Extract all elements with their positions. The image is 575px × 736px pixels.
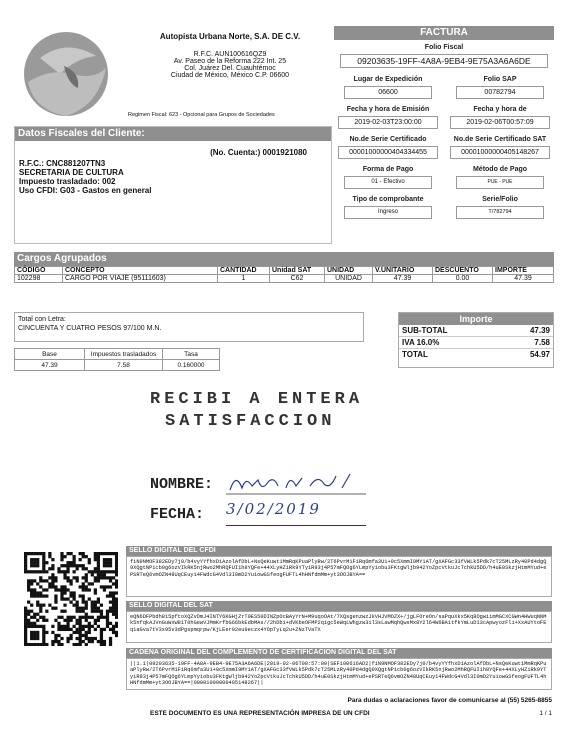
regimen-fiscal: Regimen Fiscal: 623 - Opcional para Grupos de Sociedades (128, 112, 275, 118)
cliente-cuenta: (No. Cuenta:) 0001921080 (210, 148, 307, 157)
sello-cfdi (126, 546, 552, 597)
company-rfc: R.F.C. AUN100616QZ9 (193, 51, 267, 58)
lugar-label: Lugar de Expedición (353, 76, 423, 83)
col-descuento: DESCUENTO (433, 267, 493, 275)
fecha-value: 3/02/2019 (226, 500, 366, 526)
total-letra-value: CINCUENTA Y CUATRO PESOS 97/100 M.N. (18, 325, 162, 332)
company-address-2: Col. Juárez Del. Cuauhtémoc (184, 65, 276, 72)
hora-value: 2019-02-06T00:57:09 (450, 116, 550, 129)
subtotal-label: SUB-TOTAL (402, 326, 448, 335)
serie-folio-value: T/782794 (456, 206, 544, 219)
cliente-rfc: R.F.C.: CNC881207TN3 (19, 159, 106, 168)
importe-panel (398, 312, 554, 368)
total-value: 54.97 (529, 350, 550, 359)
footer-help: Para dudas o aclaraciones favor de comunicarse al (55) 5265-8855 (347, 697, 552, 704)
cadena-original (126, 648, 552, 690)
col-cantidad: CANTIDAD (218, 267, 270, 275)
factura-grid (334, 76, 554, 219)
sello-cfdi-title: SELLO DIGITAL DEL CFDI (126, 546, 552, 556)
cadena-title: CADENA ORIGINAL DEL COMPLEMENTO DE CERTIFICACION DIGITAL DEL SAT (126, 648, 552, 658)
col-concepto: CONCEPTO (63, 267, 218, 275)
forma-pago-label: Forma de Pago (362, 166, 414, 173)
total-letra-box (14, 312, 364, 342)
serie-sat-value: 00001000000405148267 (450, 146, 550, 159)
sello-cfdi-text: fiN9NMOF382EDy7j0/b4vyYYfhxDiAzolAfDbL+NsQeKuwt1MmRqKPuaPlyRw/2T6PvrM1FiRq6mfa3U1+0c5XmmI9MY1AT/gXAFGc33fVWLk5Pdk7cT25MLzRy40Pd4dgQ9XQgtNPicb0g6ozVIkRK5njRwo2MhRQFUI1h8YQFe+44XLyHZiRk9YTyiR93j4P57mFQOg6YLmpYyiobu3FKtgWljb942YoZpcVtkuJcTchkU5DD/h4uE0SkzjHtmMYud+ePSRTeQ6vmOZN48UqCEuy14FWdcG4Vdl3I0mD2YuiowGSfeogFUFTL4hHNfdmMm+yt3OOJBYA== (126, 556, 552, 597)
company-info (130, 32, 330, 79)
logo-icon (20, 28, 112, 120)
importe-title: Importe (399, 313, 553, 325)
total-letra-label: Total con Letra: (18, 316, 66, 323)
footer-page: 1 / 1 (539, 710, 552, 717)
cliente-uso-cfdi: Uso CFDI: G03 - Gastos en general (19, 186, 152, 195)
col-unitario: V.UNITARIO (373, 267, 433, 275)
cliente-panel (14, 126, 332, 244)
iva-label: IVA 16.0% (402, 338, 440, 347)
tax-base-header: Base (15, 349, 85, 360)
company-address-3: Ciudad de México, México C.P. 06600 (170, 72, 290, 79)
tipo-comprobante-value: Ingreso (344, 206, 432, 219)
sello-sat-text: eQN6DFPbdh815pftoXQZvDmJ4INTY6KGHjZrT0ES50DINZpOcBAyYrN+M9uqoOAt/7XQsgenzwzJkVHJVMOZX+/jgLFOreOn/saPquXkx5Kq8OgwiimMGCXCGWn4HWuqNNMk5nfqkAJVnGuWxW81T0hGewVJMmKrfbG66bkEdbMAs//2hDb1+dVKbeOFMP2qigc5eWqLWhgzw3il3sLawMqhQwsMx8Y2l64W6BA1tfkYmLuD13cApwyozFli+XxAUYtoFEq1aGva7tV3x95v3dPgspmqrpw/KjLEer02eu9eczx4YOpTyLq2u+ZNzTVaTX (126, 611, 552, 643)
folio-sap-label: Folio SAP (483, 76, 517, 83)
cliente-title: Datos Fiscales del Cliente: (15, 127, 331, 141)
cargos-panel (14, 252, 554, 283)
stamp-line-2: SATISFACCION (165, 412, 336, 431)
company-logo (20, 28, 112, 120)
folio-fiscal-label: Folio Fiscal (424, 44, 464, 51)
tipo-comprobante-label: Tipo de comprobante (352, 196, 424, 203)
cliente-nombre: SECRETARIA DE CULTURA (19, 168, 124, 177)
tax-table (14, 348, 220, 371)
table-row: 47.39 7.58 0.160000 (15, 360, 220, 371)
table-row: 102298 CARGO POR VIAJE (95111603) 1 C62 UNIDAD 47.39 0.00 47.39 (15, 275, 554, 283)
serie-folio-label: Serie/Folio (482, 196, 518, 203)
folio-sap-value: 00782794 (456, 86, 544, 99)
emision-value: 2019-02-03T23:00:00 (338, 116, 438, 129)
iva-value: 7.58 (534, 338, 550, 347)
qr-code-icon (24, 552, 118, 646)
cargos-table (14, 266, 554, 283)
lugar-value: 06600 (344, 86, 432, 99)
tax-tasa-header: Tasa (163, 349, 220, 360)
cliente-impuesto: Impuesto trasladado: 002 (19, 177, 116, 186)
fecha-label: FECHA: (150, 506, 205, 523)
qr-code (24, 552, 118, 646)
total-label: TOTAL (402, 350, 428, 359)
signature-icon (226, 468, 366, 498)
company-name: Autopista Urbana Norte, S.A. DE C.V. (159, 32, 301, 41)
company-address-1: Av. Paseo de la Reforma 222 Int. 25 (173, 58, 287, 65)
sello-sat (126, 601, 552, 643)
serie-cert-label: No.de Serie Certificado (349, 136, 427, 143)
footer-represent: ESTE DOCUMENTO ES UNA REPRESENTACIÓN IMPRESA DE UN CFDI (150, 710, 370, 717)
tax-impuestos-header: Impuestos trasladados (85, 349, 163, 360)
signature (226, 468, 366, 498)
emision-label: Fecha y hora de Emisión (346, 106, 430, 113)
col-importe: IMPORTE (493, 267, 554, 275)
metodo-pago-label: Método de Pago (472, 166, 528, 173)
folio-fiscal-value: 09203635-19FF-4A8A-9EB4-9E75A3A6A6DE (340, 54, 548, 68)
metodo-pago-value: PUE - PUE (456, 176, 544, 189)
serie-sat-label: No.de Serie Certificado SAT (453, 136, 547, 143)
hora-label: Fecha y hora de (473, 106, 527, 113)
subtotal-value: 47.39 (529, 326, 550, 335)
cargos-title: Cargos Agrupados (14, 252, 554, 266)
col-codigo: CÓDIGO (15, 267, 63, 275)
col-unidad: UNIDAD (325, 267, 373, 275)
col-unidad-sat: Unidad SAT (270, 267, 325, 275)
factura-title: FACTURA (334, 26, 554, 40)
sello-sat-title: SELLO DIGITAL DEL SAT (126, 601, 552, 611)
nombre-label: NOMBRE: (150, 476, 214, 493)
stamp-line-1: RECIBI A ENTERA (150, 390, 364, 409)
forma-pago-value: 01 - Efectivo (344, 176, 432, 189)
serie-cert-value: 00001000000404334455 (338, 146, 438, 159)
cadena-text: ||1.1|09203635-19FF-4A8A-9EB4-9E75A3A6A6DE|2019-02-06T00:57:09|SEF100616AD2|fiN9NMOF382EDy7j0/b4vyYYfhxDiAzolAfDbL+NsQeKuwt1MmRqKPuaPlyRw/2T6PvrM1FiRq6mfa3U1+0c5XmmI9MY1AT/gXAFGc33fVWLk5Pdk7cT25MLzRy40Pd4dgQ9XQgtNPicb0g6ozVIkRK5njRwo2MhRQFUI1h8YQFe+44XLyHZiRk9YTyiR93j4P57mFQOg6YLmpYyiobu3FKtgWljb942YoZpcVtkuJcTchkU5DD/h4uE0SkzjHtmMYud+ePSRTeQ6vmOZN48UqCEuy14FWdcG4Vdl3I0mD2YuiowGSfeogFUFTL4hHNfdmMm+yt3OOJBYA==|00001000000405148267|| (126, 658, 552, 690)
